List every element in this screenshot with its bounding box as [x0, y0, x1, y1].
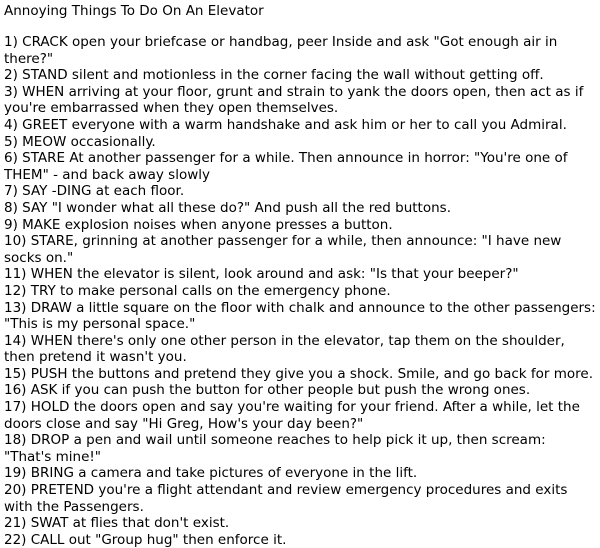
- list-item: 6) STARE At another passenger for a while. Then announce in horror: "You're one of THEM" - and back away slowly: [4, 150, 568, 183]
- list-item: 21) SWAT at flies that don't exist.: [4, 515, 230, 532]
- list-item: 13) DRAW a little square on the floor with chalk and announce to the other passengers: "This is my personal space.": [4, 299, 596, 333]
- list-item: 19) BRING a camera and take pictures of everyone in the lift.: [4, 465, 418, 482]
- list-item: 4) GREET everyone with a warm handshake and ask him or her to call you Admiral.: [4, 116, 567, 133]
- list-item: 3) WHEN arriving at your floor, grunt and strain to yank the doors open, then act as if you're embarrassed when they open themselves.: [4, 83, 584, 117]
- list-item: 22) CALL out "Group hug" then enforce it.: [4, 531, 287, 548]
- item-list: [4, 34, 596, 548]
- list-item: 15) PUSH the buttons and pretend they give you a shock. Smile, and go back for more.: [4, 365, 593, 382]
- list-item: 20) PRETEND you're a flight attendant and review emergency procedures and exits with the Passengers.: [4, 482, 568, 515]
- list-item: 7) SAY -DING at each floor.: [4, 183, 185, 200]
- list-item: 17) HOLD the doors open and say you're waiting for your friend. After a while, let the doors close and say "Hi Greg, How's your day been?": [4, 399, 580, 432]
- list-item: 16) ASK if you can push the button for other people but push the wrong ones.: [4, 382, 531, 399]
- list-item: 10) STARE, grinning at another passenger for a while, then announce: "I have new socks on.": [4, 233, 562, 266]
- list-item: 5) MEOW occasionally.: [4, 133, 156, 150]
- list-item: 8) SAY "I wonder what all these do?" And push all the red buttons.: [4, 199, 451, 216]
- list-item: 11) WHEN the elevator is silent, look around and ask: "Is that your beeper?": [4, 266, 519, 283]
- list-item: 2) STAND silent and motionless in the corner facing the wall without getting off.: [4, 67, 544, 84]
- document-title: Annoying Things To Do On An Elevator: [4, 3, 264, 19]
- list-item: 18) DROP a pen and wail until someone reaches to help pick it up, then scream: "That's mine!": [4, 432, 546, 465]
- list-item: 12) TRY to make personal calls on the emergency phone.: [4, 282, 391, 299]
- list-item: 1) CRACK open your briefcase or handbag, peer Inside and ask "Got enough air in there?": [4, 34, 558, 67]
- list-item: 9) MAKE explosion noises when anyone presses a button.: [4, 216, 393, 233]
- list-item: 14) WHEN there's only one other person in the elevator, tap them on the shoulder, then pretend it wasn't you.: [4, 332, 565, 366]
